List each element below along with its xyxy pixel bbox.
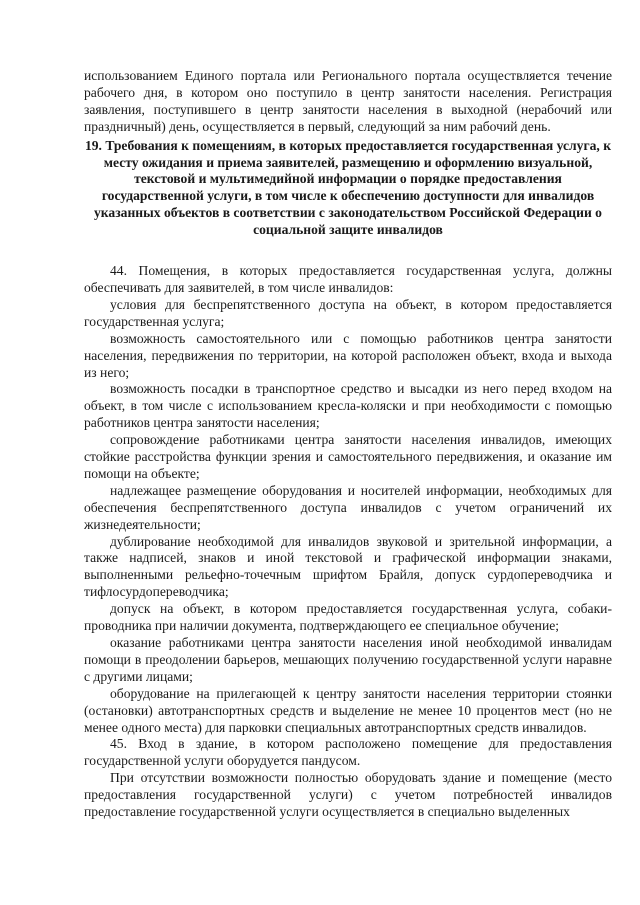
paragraph: возможность самостоятельного или с помощью работников центра занятости населения, передвижения по территории, на которой расположен объект, входа и выхода из него;	[84, 330, 612, 380]
paragraph: оказание работниками центра занятости населения иной необходимой инвалидам помощи в преодолении барьеров, мешающих получению государственной услуги наравне с другими лицами;	[84, 635, 612, 684]
paragraph: условия для беспрепятственного доступа на объект, в котором предоставляется государственная услуга;	[84, 296, 612, 329]
paragraph-continuation: использованием Единого портала или Регионального портала осуществляется течение рабочего дня, в котором оно поступило в центр занятости населения. Регистрация заявления, поступившего в центр занятости населения в выходной (нерабочий или праздничный) день, осуществляется в первый, следующий за ним рабочий день.	[84, 68, 612, 134]
paragraph: 45. Вход в здание, в котором расположено помещение для предоставления государственной услуги оборудуется пандусом.	[84, 736, 612, 769]
paragraph: оборудование на прилегающей к центру занятости населения территории стоянки (остановки) автотранспортных средств и выделение не менее 10 процентов мест (но не менее одного места) для парковки специальных автотранспортных средств инвалидов.	[84, 685, 612, 735]
paragraph: При отсутствии возможности полностью оборудовать здание и помещение (место предоставления государственной услуги) с учетом потребностей инвалидов предоставление государственной услуги осуществляется в специально выделенных	[84, 770, 612, 820]
paragraph: сопровождение работниками центра занятости населения инвалидов, имеющих стойкие расстройства функции зрения и самостоятельного передвижения, и оказание им помощи на объекте;	[84, 432, 612, 481]
paragraph: возможность посадки в транспортное средство и высадки из него перед входом на объект, в том числе с использованием кресла-коляски и при необходимости с помощью работников центра занятости населения;	[84, 381, 612, 431]
document-body	[84, 68, 612, 821]
paragraph: дублирование необходимой для инвалидов звуковой и зрительной информации, а также надписей, знаков и иной текстовой и графической информации знаками, выполненными рельефно-точечным шрифтом Брайля, допуск сурдопереводчика и тифлосурдопереводчика;	[84, 533, 612, 600]
section-heading: 19. Требования к помещениям, в которых предоставляется государственная услуга, к месту ожидания и приема заявителей, размещению и оформлению визуальной, текстовой и мультимедийной информации о порядке предоставления государственной услуги, в том числе к обеспечению доступности для инвалидов указанных объектов в соответствии с законодательством Российской Федерации о социальной защите инвалидов	[84, 137, 612, 238]
paragraph: допуск на объект, в котором предоставляется государственная услуга, собаки-проводника при наличии документа, подтверждающего ее специальное обучение;	[84, 601, 612, 634]
paragraph: надлежащее размещение оборудования и носителей информации, необходимых для обеспечения беспрепятственного доступа инвалидов с учетом ограничений их жизнедеятельности;	[84, 482, 612, 532]
paragraph: 44. Помещения, в которых предоставляется государственная услуга, должны обеспечивать для заявителей, в том числе инвалидов:	[84, 263, 612, 295]
